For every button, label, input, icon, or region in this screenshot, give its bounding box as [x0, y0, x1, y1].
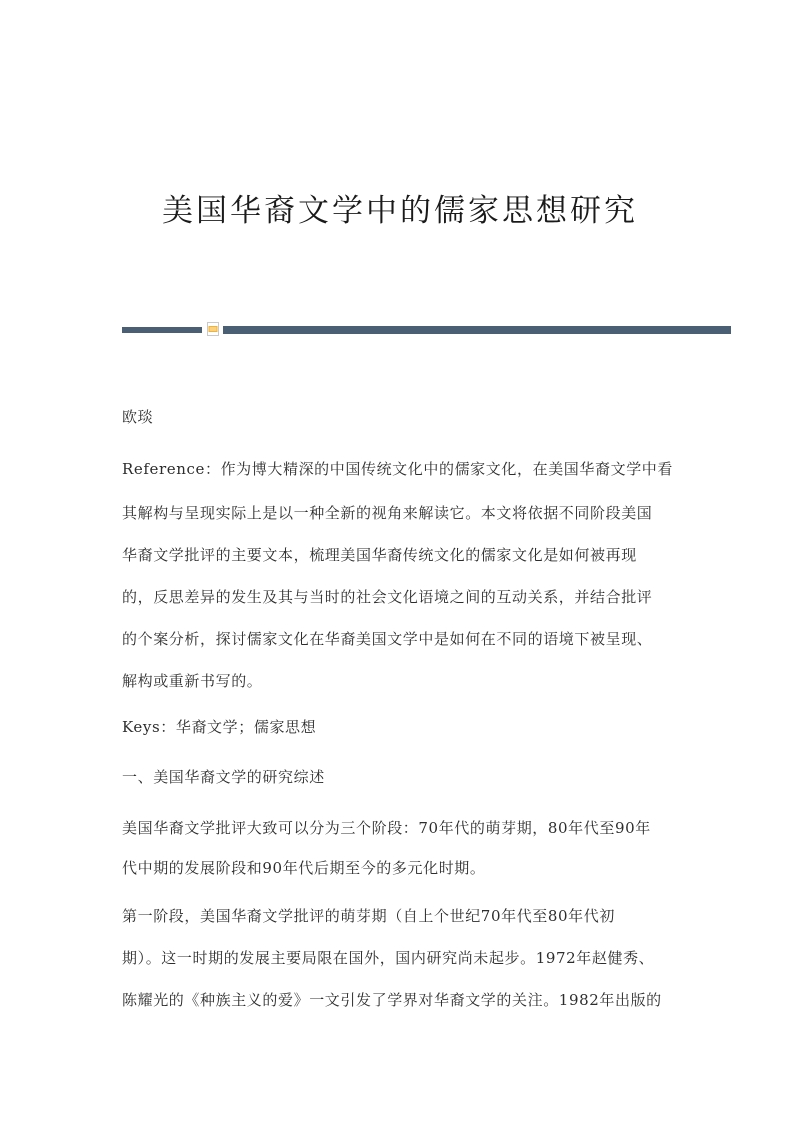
- document-icon: [207, 322, 219, 336]
- paragraph-line: 第一阶段，美国华裔文学批评的萌芽期（自上个世纪70年代至80年代初: [122, 907, 615, 925]
- abstract-line: 其解构与呈现实际上是以一种全新的视角来解读它。本文将依据不同阶段美国: [122, 504, 653, 522]
- abstract-line: 的，反思差异的发生及其与当时的社会文化语境之间的互动关系，并结合批评: [122, 588, 653, 606]
- section-heading: 一、美国华裔文学的研究综述: [122, 768, 325, 786]
- divider-right-bar: [223, 326, 731, 334]
- keywords: Keys：华裔文学；儒家思想: [122, 718, 317, 736]
- title-divider: [122, 326, 731, 334]
- abstract-line: Reference：作为博大精深的中国传统文化中的儒家文化，在美国华裔文学中看: [122, 460, 673, 478]
- document-title: 美国华裔文学中的儒家思想研究: [162, 193, 638, 229]
- paragraph-line: 代中期的发展阶段和90年代后期至今的多元化时期。: [122, 859, 486, 877]
- paragraph-line: 期）。这一时期的发展主要局限在国外，国内研究尚未起步。1972年赵健秀、: [122, 949, 655, 967]
- author-name: 欧琰: [122, 408, 154, 426]
- divider-left-bar: [122, 327, 202, 333]
- abstract-line: 华裔文学批评的主要文本，梳理美国华裔传统文化的儒家文化是如何被再现: [122, 546, 637, 564]
- paragraph-line: 美国华裔文学批评大致可以分为三个阶段：70年代的萌芽期，80年代至90年: [122, 819, 651, 837]
- abstract-line: 解构或重新书写的。: [122, 672, 263, 690]
- paragraph-line: 陈耀光的《种族主义的爱》一文引发了学界对华裔文学的关注。1982年出版的: [122, 991, 662, 1009]
- abstract-line: 的个案分析，探讨儒家文化在华裔美国文学中是如何在不同的语境下被呈现、: [122, 630, 653, 648]
